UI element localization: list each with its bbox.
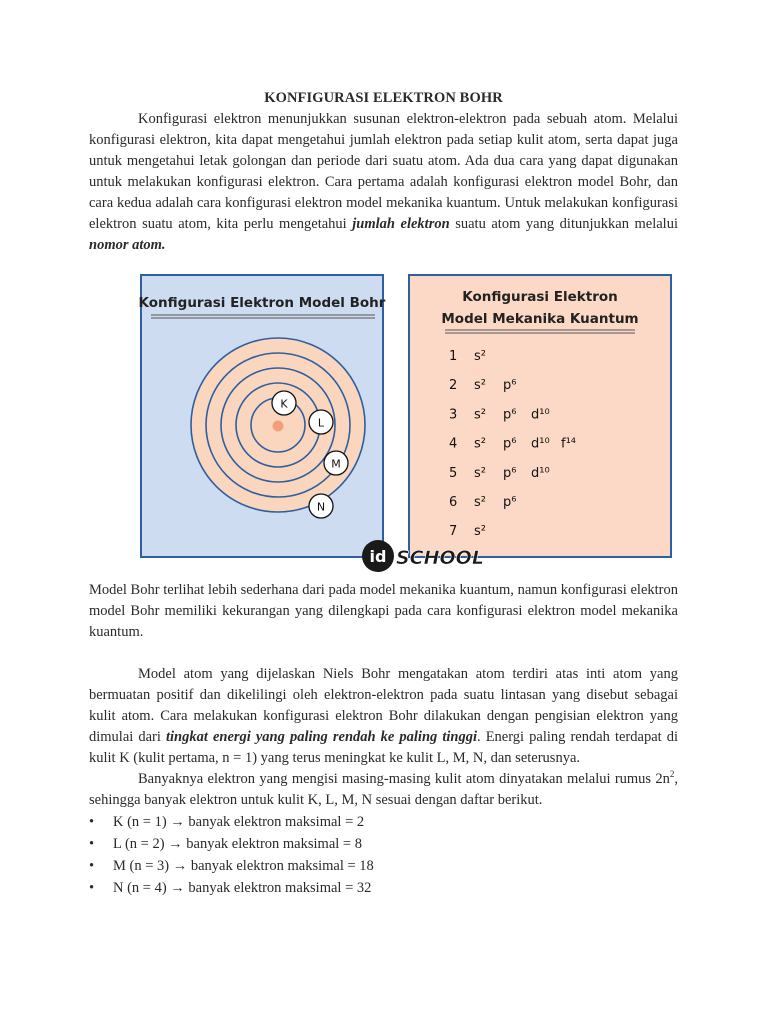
logo-school-text: SCHOOL — [396, 547, 484, 569]
list-item-l: • L (n = 2) → banyak elektron maksimal = 8 — [89, 833, 678, 855]
quantum-row-5-p: p⁶ — [503, 465, 517, 481]
quantum-row-5-n: 5 — [449, 465, 458, 481]
quantum-row-6-n: 6 — [449, 495, 458, 510]
bohr-emphasis: tingkat energi yang paling rendah ke paling tinggi — [165, 729, 477, 745]
quantum-row-3-s: s² — [474, 407, 486, 423]
quantum-row-4-s: s² — [474, 436, 486, 452]
quantum-row-5-s: s² — [474, 465, 486, 481]
bohr-panel-title: Konfigurasi Elektron Model Bohr — [138, 295, 386, 311]
logo-id-text: id — [369, 547, 387, 566]
formula-paragraph — [89, 769, 678, 811]
quantum-row-6-p: p⁶ — [503, 495, 517, 510]
shell-k-label: K — [280, 397, 288, 411]
shell-m-label: M — [331, 457, 341, 471]
quantum-row-2-n: 2 — [449, 378, 458, 394]
formula-text-2: , sehingga banyak elektron untuk kulit K, L, M, N sesuai dengan daftar berikut. — [89, 771, 678, 808]
figure-svg — [89, 272, 678, 576]
quantum-row-5-d: d¹⁰ — [531, 465, 550, 481]
list-item-n: • N (n = 4) → banyak elektron maksimal = 32 — [89, 877, 678, 899]
quantum-row-3-n: 3 — [449, 407, 458, 423]
quantum-row-1-n: 1 — [449, 349, 458, 364]
comparison-paragraph: Model Bohr terlihat lebih sederhana dari pada model mekanika kuantum, namun konfigurasi elektron model Bohr memiliki kekurangan yang dilengkapi pada cara konfigurasi elektron model mekanika kuantum. — [89, 582, 678, 640]
shell-l-label: L — [317, 416, 325, 430]
quantum-row-6-s: s² — [474, 495, 486, 510]
formula-superscript: 2 — [669, 769, 675, 780]
quantum-row-2-s: s² — [474, 378, 486, 394]
quantum-row-4-f: f¹⁴ — [561, 436, 576, 452]
quantum-row-2-p: p⁶ — [503, 378, 517, 394]
quantum-row-7-s: s² — [474, 524, 486, 540]
formula-text-1: Banyaknya elektron yang mengisi masing-masing kulit atom dinyatakan melalui rumus 2n — [138, 771, 670, 787]
quantum-row-4-d: d¹⁰ — [531, 436, 550, 452]
paragraph-gap — [89, 643, 678, 664]
intro-emphasis-2: nomor atom. — [89, 237, 166, 253]
quantum-row-4-p: p⁶ — [503, 436, 517, 452]
nucleus — [273, 421, 284, 432]
list-item-m: • M (n = 3) → banyak elektron maksimal = 18 — [89, 855, 678, 877]
quantum-row-7-n: 7 — [449, 524, 458, 540]
quantum-title-line-2: Model Mekanika Kuantum — [441, 311, 639, 327]
quantum-title-line-1: Konfigurasi Elektron — [462, 289, 618, 305]
shell-n-label: N — [316, 500, 326, 514]
quantum-row-4-n: 4 — [449, 436, 458, 452]
document-title: KONFIGURASI ELEKTRON BOHR — [264, 90, 503, 106]
quantum-row-3-p: p⁶ — [503, 407, 517, 423]
list-item-k: • K (n = 1) → banyak elektron maksimal = 2 — [89, 811, 678, 833]
quantum-row-1-s: s² — [474, 349, 486, 364]
shell-capacity-list — [89, 811, 678, 899]
document-page — [89, 90, 678, 899]
intro-text-1: Konfigurasi elektron menunjukkan susunan elektron-elektron pada sebuah atom. Melalui konfigurasi elektron, kita dapat mengetahui jumlah elektron pada setiap kulit atom, serta dapat juga untuk mengetahui letak golongan dan periode dari suatu atom. Ada dua cara yang dapat digunakan untuk melakukan konfigurasi elektron. Cara pertama adalah konfigurasi elektron model Bohr, dan cara kedua adalah cara konfigurasi elektron model mekanika kuantum. Untuk melakukan konfigurasi elektron suatu atom, kita perlu mengetahui — [89, 111, 678, 232]
intro-paragraph — [89, 109, 678, 256]
quantum-row-3-d: d¹⁰ — [531, 407, 550, 423]
configuration-figure — [89, 272, 678, 576]
bohr-text-2: . Energi paling rendah terdapat di kulit K (kulit pertama, n = 1) yang terus meningkat ke kulit L, M, N, dan seterusnya. — [89, 729, 679, 766]
intro-text-2: suatu atom yang ditunjukkan melalui — [449, 216, 678, 232]
intro-emphasis-1: jumlah elektron — [352, 216, 450, 232]
bohr-text-1: Model atom yang dijelaskan Niels Bohr mengatakan atom terdiri atas inti atom yang bermuatan positif dan dikelilingi oleh elektron-elektron pada suatu lintasan yang disebut sebagai kulit atom. Cara melakukan konfigurasi elektron Bohr dilakukan dengan pengisian elektron yang dimulai dari — [89, 666, 678, 745]
bohr-model-paragraph — [89, 664, 678, 769]
